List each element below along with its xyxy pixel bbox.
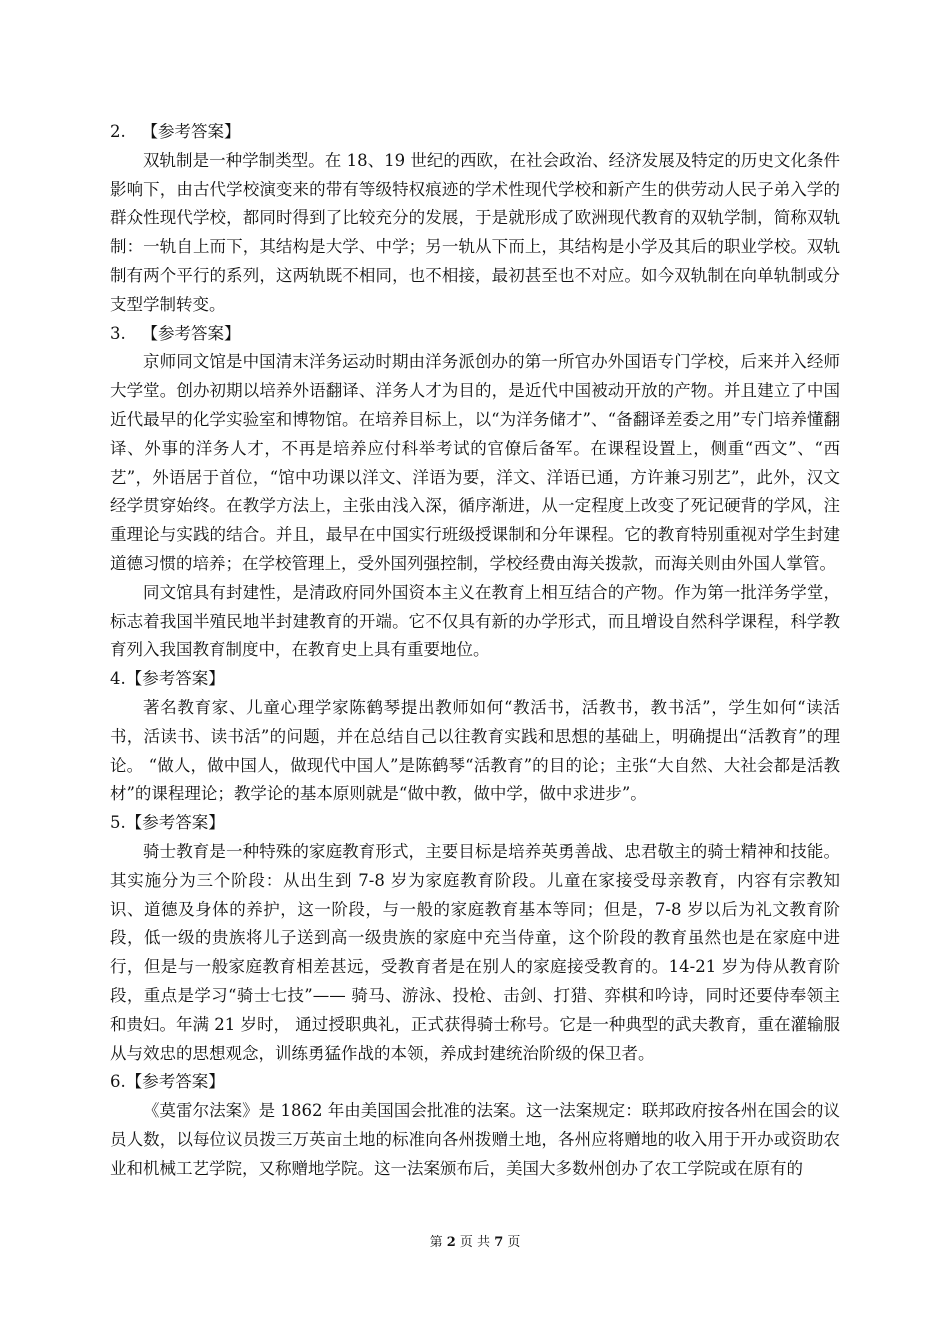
section-heading: 2. 【参考答案】 [110,122,241,141]
section-heading: 6.【参考答案】 [110,1072,225,1092]
section-heading: 4.【参考答案】 [110,669,225,689]
section-paragraph: 骑士教育是一种特殊的家庭教育形式，主要目标是培养英勇善战、忠君敬主的骑士精神和技能。其实施分为三个阶段：从出生到 7-8 岁为家庭教育阶段。儿童在家接受母亲教育，内容有宗教知识、道德及身体的养护，这一阶段，与一般的家庭教育基本等同；但是，7-8 岁以后为礼文教育阶段，低一级的贵族将儿子送到高一级贵族的家庭中充当侍童，这个阶段的教育虽然也是在家庭中进行，但是与一般家庭教育相差甚远，受教育者是在别人的家庭接受教育的。14-21 岁为侍从教育阶段，重点是学习“骑士七技”—— 骑马、游泳、投枪、击剑、打猎、弈棋和吟诗，同时还要侍奉领主和贵妇。年满 21 岁时， 通过授职典礼，正式获得骑士称号。它是一种典型的武夫教育，重在灌输服从与效忠的思想观念，训练勇猛作战的本领，养成封建统治阶级的保卫者。 [110,841,840,1063]
section-paragraph: 著名教育家、儿童心理学家陈鹤琴提出教师如何“教活书，活教书，教书活”，学生如何“读活书，活读书、读书活”的问题，并在总结自己以往教育实践和思想的基础上，明确提出“活教育”的理论。 “做人，做中国人，做现代中国人”是陈鹤琴“活教育”的目的论；主张“大自然、大社会都是活教材”的课程理论；教学论的基本原则就是“做中教，做中学，做中求进步”。 [110,697,840,804]
page-footer [0,1231,950,1250]
footer-prefix: 第 [429,1235,443,1250]
section-paragraph: 同文馆具有封建性，是清政府同外国资本主义在教育上相互结合的产物。作为第一批洋务学堂，标志着我国半殖民地半封建教育的开端。它不仅具有新的办学形式，而且增设自然科学课程，科学教育列入我国教育制度中，在教育史上具有重要地位。 [110,582,840,660]
footer-middle: 页 共 [459,1235,491,1250]
answer-content [110,118,840,1183]
section-paragraph: 双轨制是一种学制类型。在 18、19 世纪的西欧，在社会政治、经济发展及特定的历史文化条件影响下，由古代学校演变来的带有等级特权痕迹的学术性现代学校和新产生的供劳动人民子弟入学的群众性现代学校，都同时得到了比较充分的发展，于是就形成了欧洲现代教育的双轨学制，简称双轨制：一轨自上而下，其结构是大学、中学；另一轨从下而上，其结构是小学及其后的职业学校。双轨制有两个平行的系列，这两轨既不相同，也不相接，最初甚至也不对应。如今双轨制在向单轨制或分支型学制转变。 [110,150,840,314]
current-page-number: 2 [446,1235,456,1250]
answer-section-3 [110,320,840,666]
section-heading: 5.【参考答案】 [110,813,225,833]
section-heading: 3. 【参考答案】 [110,323,241,343]
answer-section-4 [110,665,840,809]
answer-section-2 [110,118,840,320]
total-page-number: 7 [494,1235,504,1250]
footer-suffix: 页 [507,1235,521,1250]
answer-section-6 [110,1068,840,1183]
section-paragraph: 京师同文馆是中国清末洋务运动时期由洋务派创办的第一所官办外国语专门学校，后来并入经师大学堂。创办初期以培养外语翻译、洋务人才为目的，是近代中国被动开放的产物。并且建立了中国近代最早的化学实验室和博物馆。在培养目标上，以“为洋务储才”、“备翻译差委之用”专门培养懂翻译、外事的洋务人才，不再是培养应付科举考试的官僚后备军。在课程设置上，侧重“西文”、“西艺”，外语居于首位，“馆中功课以洋文、洋语为要，洋文、洋语已通，方许兼习别艺”，此外，汉文经学贯穿始终。在教学方法上，主张由浅入深，循序渐进，从一定程度上改变了死记硬背的学风，注重理论与实践的结合。并且，最早在中国实行班级授课制和分年课程。它的教育特别重视对学生封建道德习惯的培养；在学校管理上，受外国列强控制，学校经费由海关拨款，而海关则由外国人掌管。 [110,352,840,573]
section-paragraph: 《莫雷尔法案》是 1862 年由美国国会批准的法案。这一法案规定：联邦政府按各州在国会的议员人数，以每位议员拨三万英亩土地的标准向各州拨赠土地，各州应将赠地的收入用于开办或资助农业和机械工艺学院，又称赠地学院。这一法案颁布后，美国大多数州创办了农工学院或在原有的 [110,1101,840,1178]
answer-section-5 [110,809,840,1068]
